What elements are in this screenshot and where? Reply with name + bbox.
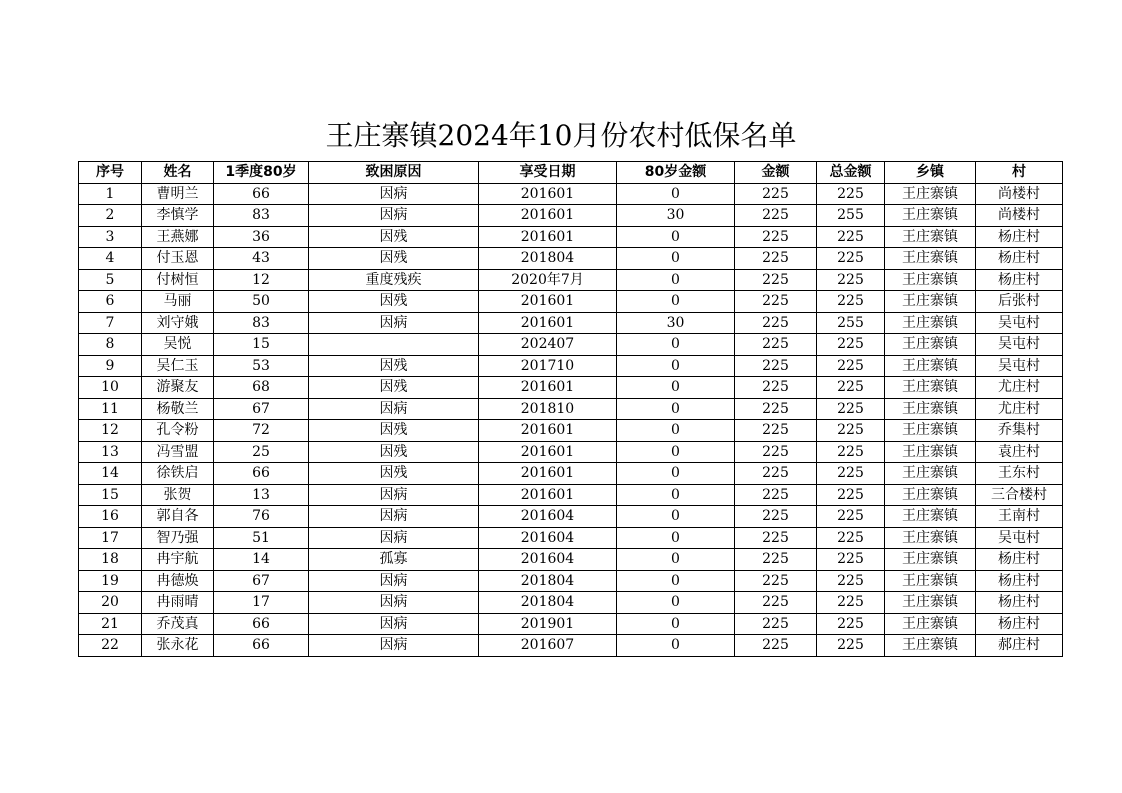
cell-index: 9 [79,355,142,377]
cell-township: 王庄寨镇 [885,506,976,528]
cell-name: 冉宇航 [142,549,214,571]
cell-reason: 因残 [309,226,479,248]
table-row [79,506,1063,528]
cell-q1-age80: 36 [214,226,309,248]
cell-reason: 重度残疾 [309,269,479,291]
cell-start-date: 201804 [479,592,617,614]
cell-name: 吴悦 [142,334,214,356]
cell-township: 王庄寨镇 [885,527,976,549]
cell-age80-amount: 0 [617,570,735,592]
cell-q1-age80: 76 [214,506,309,528]
cell-township: 王庄寨镇 [885,248,976,270]
cell-index: 1 [79,183,142,205]
cell-start-date: 202407 [479,334,617,356]
table-row [79,183,1063,205]
cell-reason: 因残 [309,291,479,313]
cell-reason: 因病 [309,527,479,549]
cell-village: 杨庄村 [976,269,1063,291]
cell-q1-age80: 83 [214,312,309,334]
cell-age80-amount: 0 [617,334,735,356]
cell-name: 刘守娥 [142,312,214,334]
cell-reason: 因病 [309,484,479,506]
table-row [79,226,1063,248]
cell-township: 王庄寨镇 [885,570,976,592]
cell-age80-amount: 0 [617,549,735,571]
cell-amount: 225 [735,613,817,635]
table-row [79,420,1063,442]
cell-age80-amount: 0 [617,613,735,635]
cell-age80-amount: 30 [617,205,735,227]
cell-total-amount: 225 [817,463,885,485]
cell-village: 杨庄村 [976,570,1063,592]
cell-village: 王南村 [976,506,1063,528]
cell-age80-amount: 0 [617,183,735,205]
cell-township: 王庄寨镇 [885,291,976,313]
cell-name: 张贺 [142,484,214,506]
cell-start-date: 201601 [479,420,617,442]
cell-township: 王庄寨镇 [885,441,976,463]
cell-total-amount: 225 [817,269,885,291]
cell-township: 王庄寨镇 [885,355,976,377]
table-row [79,248,1063,270]
cell-township: 王庄寨镇 [885,312,976,334]
cell-reason: 因病 [309,613,479,635]
cell-reason: 因病 [309,205,479,227]
cell-township: 王庄寨镇 [885,377,976,399]
cell-age80-amount: 0 [617,506,735,528]
cell-start-date: 201804 [479,570,617,592]
table-row [79,549,1063,571]
cell-name: 张永花 [142,635,214,657]
cell-age80-amount: 0 [617,398,735,420]
cell-amount: 225 [735,441,817,463]
cell-village: 三合楼村 [976,484,1063,506]
table-body [79,183,1063,656]
cell-total-amount: 225 [817,226,885,248]
table-row [79,613,1063,635]
cell-total-amount: 225 [817,377,885,399]
cell-start-date: 201604 [479,549,617,571]
cell-name: 乔茂真 [142,613,214,635]
cell-index: 8 [79,334,142,356]
cell-total-amount: 225 [817,613,885,635]
cell-amount: 225 [735,549,817,571]
cell-q1-age80: 67 [214,398,309,420]
cell-amount: 225 [735,463,817,485]
table-row [79,398,1063,420]
cell-q1-age80: 66 [214,613,309,635]
cell-name: 游聚友 [142,377,214,399]
cell-village: 杨庄村 [976,226,1063,248]
cell-village: 杨庄村 [976,248,1063,270]
cell-index: 17 [79,527,142,549]
cell-name: 冯雪盟 [142,441,214,463]
cell-age80-amount: 0 [617,592,735,614]
cell-amount: 225 [735,592,817,614]
cell-index: 18 [79,549,142,571]
cell-start-date: 201607 [479,635,617,657]
cell-q1-age80: 43 [214,248,309,270]
cell-index: 7 [79,312,142,334]
cell-name: 马丽 [142,291,214,313]
cell-start-date: 201601 [479,205,617,227]
cell-reason: 因残 [309,248,479,270]
cell-age80-amount: 0 [617,635,735,657]
cell-q1-age80: 66 [214,635,309,657]
cell-amount: 225 [735,506,817,528]
cell-total-amount: 225 [817,570,885,592]
cell-reason: 因残 [309,355,479,377]
cell-village: 尤庄村 [976,377,1063,399]
cell-amount: 225 [735,205,817,227]
cell-total-amount: 225 [817,248,885,270]
cell-age80-amount: 0 [617,226,735,248]
cell-total-amount: 225 [817,334,885,356]
cell-q1-age80: 12 [214,269,309,291]
cell-township: 王庄寨镇 [885,183,976,205]
cell-index: 2 [79,205,142,227]
table-row [79,377,1063,399]
cell-reason: 因病 [309,506,479,528]
cell-start-date: 201604 [479,527,617,549]
cell-village: 杨庄村 [976,613,1063,635]
cell-amount: 225 [735,377,817,399]
cell-township: 王庄寨镇 [885,549,976,571]
cell-index: 5 [79,269,142,291]
column-header-village: 村 [976,162,1063,184]
cell-total-amount: 225 [817,549,885,571]
table-row [79,441,1063,463]
table-row [79,635,1063,657]
table-row [79,592,1063,614]
table-row [79,527,1063,549]
cell-township: 王庄寨镇 [885,613,976,635]
cell-township: 王庄寨镇 [885,205,976,227]
table-row [79,355,1063,377]
cell-age80-amount: 30 [617,312,735,334]
cell-age80-amount: 0 [617,463,735,485]
column-header-name: 姓名 [142,162,214,184]
cell-total-amount: 225 [817,355,885,377]
cell-township: 王庄寨镇 [885,484,976,506]
cell-start-date: 201804 [479,248,617,270]
document-title: 王庄寨镇2024年10月份农村低保名单 [325,119,797,152]
cell-name: 付树恒 [142,269,214,291]
cell-amount: 225 [735,635,817,657]
cell-amount: 225 [735,334,817,356]
cell-reason: 因病 [309,312,479,334]
cell-name: 冉德焕 [142,570,214,592]
cell-name: 郭自各 [142,506,214,528]
cell-amount: 225 [735,291,817,313]
cell-name: 徐铁启 [142,463,214,485]
column-header-start-date: 享受日期 [479,162,617,184]
cell-index: 19 [79,570,142,592]
cell-total-amount: 255 [817,312,885,334]
cell-total-amount: 225 [817,398,885,420]
cell-name: 王燕娜 [142,226,214,248]
cell-name: 付玉恩 [142,248,214,270]
column-header-index: 序号 [79,162,142,184]
cell-name: 杨敬兰 [142,398,214,420]
table-row [79,291,1063,313]
column-header-amount: 金额 [735,162,817,184]
cell-q1-age80: 25 [214,441,309,463]
cell-village: 后张村 [976,291,1063,313]
cell-total-amount: 225 [817,420,885,442]
cell-village: 尚楼村 [976,205,1063,227]
cell-village: 郝庄村 [976,635,1063,657]
cell-q1-age80: 67 [214,570,309,592]
cell-age80-amount: 0 [617,527,735,549]
cell-index: 10 [79,377,142,399]
cell-amount: 225 [735,570,817,592]
cell-total-amount: 225 [817,484,885,506]
cell-age80-amount: 0 [617,420,735,442]
cell-q1-age80: 72 [214,420,309,442]
cell-village: 杨庄村 [976,592,1063,614]
cell-q1-age80: 14 [214,549,309,571]
cell-start-date: 201601 [479,291,617,313]
cell-amount: 225 [735,398,817,420]
cell-name: 吴仁玉 [142,355,214,377]
cell-amount: 225 [735,269,817,291]
cell-village: 吴屯村 [976,527,1063,549]
cell-reason: 因病 [309,635,479,657]
cell-village: 王东村 [976,463,1063,485]
cell-reason: 孤寡 [309,549,479,571]
cell-start-date: 201601 [479,377,617,399]
cell-q1-age80: 53 [214,355,309,377]
cell-township: 王庄寨镇 [885,420,976,442]
table-row [79,205,1063,227]
cell-amount: 225 [735,355,817,377]
cell-reason [309,334,479,356]
cell-township: 王庄寨镇 [885,463,976,485]
cell-reason: 因残 [309,463,479,485]
cell-township: 王庄寨镇 [885,334,976,356]
table-row [79,269,1063,291]
cell-start-date: 201601 [479,226,617,248]
cell-amount: 225 [735,484,817,506]
cell-age80-amount: 0 [617,269,735,291]
cell-village: 吴屯村 [976,312,1063,334]
cell-township: 王庄寨镇 [885,592,976,614]
cell-village: 吴屯村 [976,355,1063,377]
cell-village: 尚楼村 [976,183,1063,205]
cell-total-amount: 225 [817,441,885,463]
column-header-reason: 致困原因 [309,162,479,184]
table-row [79,334,1063,356]
cell-index: 12 [79,420,142,442]
cell-index: 22 [79,635,142,657]
cell-name: 曹明兰 [142,183,214,205]
cell-name: 智乃强 [142,527,214,549]
column-header-age80-amount: 80岁金额 [617,162,735,184]
cell-township: 王庄寨镇 [885,635,976,657]
cell-start-date: 201901 [479,613,617,635]
cell-index: 6 [79,291,142,313]
table-row [79,484,1063,506]
cell-q1-age80: 83 [214,205,309,227]
cell-name: 冉雨晴 [142,592,214,614]
cell-reason: 因病 [309,398,479,420]
cell-village: 杨庄村 [976,549,1063,571]
cell-start-date: 201601 [479,484,617,506]
cell-age80-amount: 0 [617,441,735,463]
cell-index: 15 [79,484,142,506]
cell-township: 王庄寨镇 [885,269,976,291]
cell-reason: 因残 [309,377,479,399]
cell-township: 王庄寨镇 [885,398,976,420]
cell-q1-age80: 68 [214,377,309,399]
cell-index: 20 [79,592,142,614]
cell-name: 李慎学 [142,205,214,227]
cell-q1-age80: 13 [214,484,309,506]
cell-reason: 因残 [309,420,479,442]
cell-index: 13 [79,441,142,463]
cell-reason: 因病 [309,570,479,592]
cell-age80-amount: 0 [617,248,735,270]
cell-reason: 因残 [309,441,479,463]
cell-amount: 225 [735,312,817,334]
cell-start-date: 2020年7月 [479,269,617,291]
cell-age80-amount: 0 [617,377,735,399]
cell-index: 3 [79,226,142,248]
cell-start-date: 201810 [479,398,617,420]
cell-total-amount: 225 [817,291,885,313]
cell-name: 孔令粉 [142,420,214,442]
cell-age80-amount: 0 [617,484,735,506]
cell-start-date: 201601 [479,441,617,463]
cell-q1-age80: 66 [214,463,309,485]
cell-start-date: 201601 [479,463,617,485]
cell-amount: 225 [735,420,817,442]
cell-total-amount: 225 [817,635,885,657]
cell-amount: 225 [735,183,817,205]
cell-q1-age80: 66 [214,183,309,205]
cell-total-amount: 225 [817,506,885,528]
cell-total-amount: 255 [817,205,885,227]
cell-reason: 因病 [309,183,479,205]
cell-village: 乔集村 [976,420,1063,442]
cell-start-date: 201601 [479,183,617,205]
cell-index: 4 [79,248,142,270]
cell-age80-amount: 0 [617,355,735,377]
cell-township: 王庄寨镇 [885,226,976,248]
cell-index: 16 [79,506,142,528]
cell-village: 袁庄村 [976,441,1063,463]
cell-q1-age80: 17 [214,592,309,614]
table-row [79,463,1063,485]
cell-start-date: 201710 [479,355,617,377]
cell-q1-age80: 50 [214,291,309,313]
cell-amount: 225 [735,226,817,248]
cell-index: 21 [79,613,142,635]
table-row [79,312,1063,334]
cell-start-date: 201604 [479,506,617,528]
column-header-township: 乡镇 [885,162,976,184]
cell-total-amount: 225 [817,527,885,549]
cell-total-amount: 225 [817,592,885,614]
cell-start-date: 201601 [479,312,617,334]
cell-index: 14 [79,463,142,485]
column-header-total-amount: 总金额 [817,162,885,184]
cell-index: 11 [79,398,142,420]
cell-q1-age80: 15 [214,334,309,356]
table-header-row [79,162,1063,184]
cell-reason: 因病 [309,592,479,614]
table-row [79,570,1063,592]
cell-q1-age80: 51 [214,527,309,549]
cell-amount: 225 [735,248,817,270]
column-header-q1-age80: 1季度80岁 [214,162,309,184]
cell-total-amount: 225 [817,183,885,205]
cell-age80-amount: 0 [617,291,735,313]
cell-village: 尤庄村 [976,398,1063,420]
cell-amount: 225 [735,527,817,549]
subsistence-allowance-table [78,161,1063,657]
cell-village: 吴屯村 [976,334,1063,356]
